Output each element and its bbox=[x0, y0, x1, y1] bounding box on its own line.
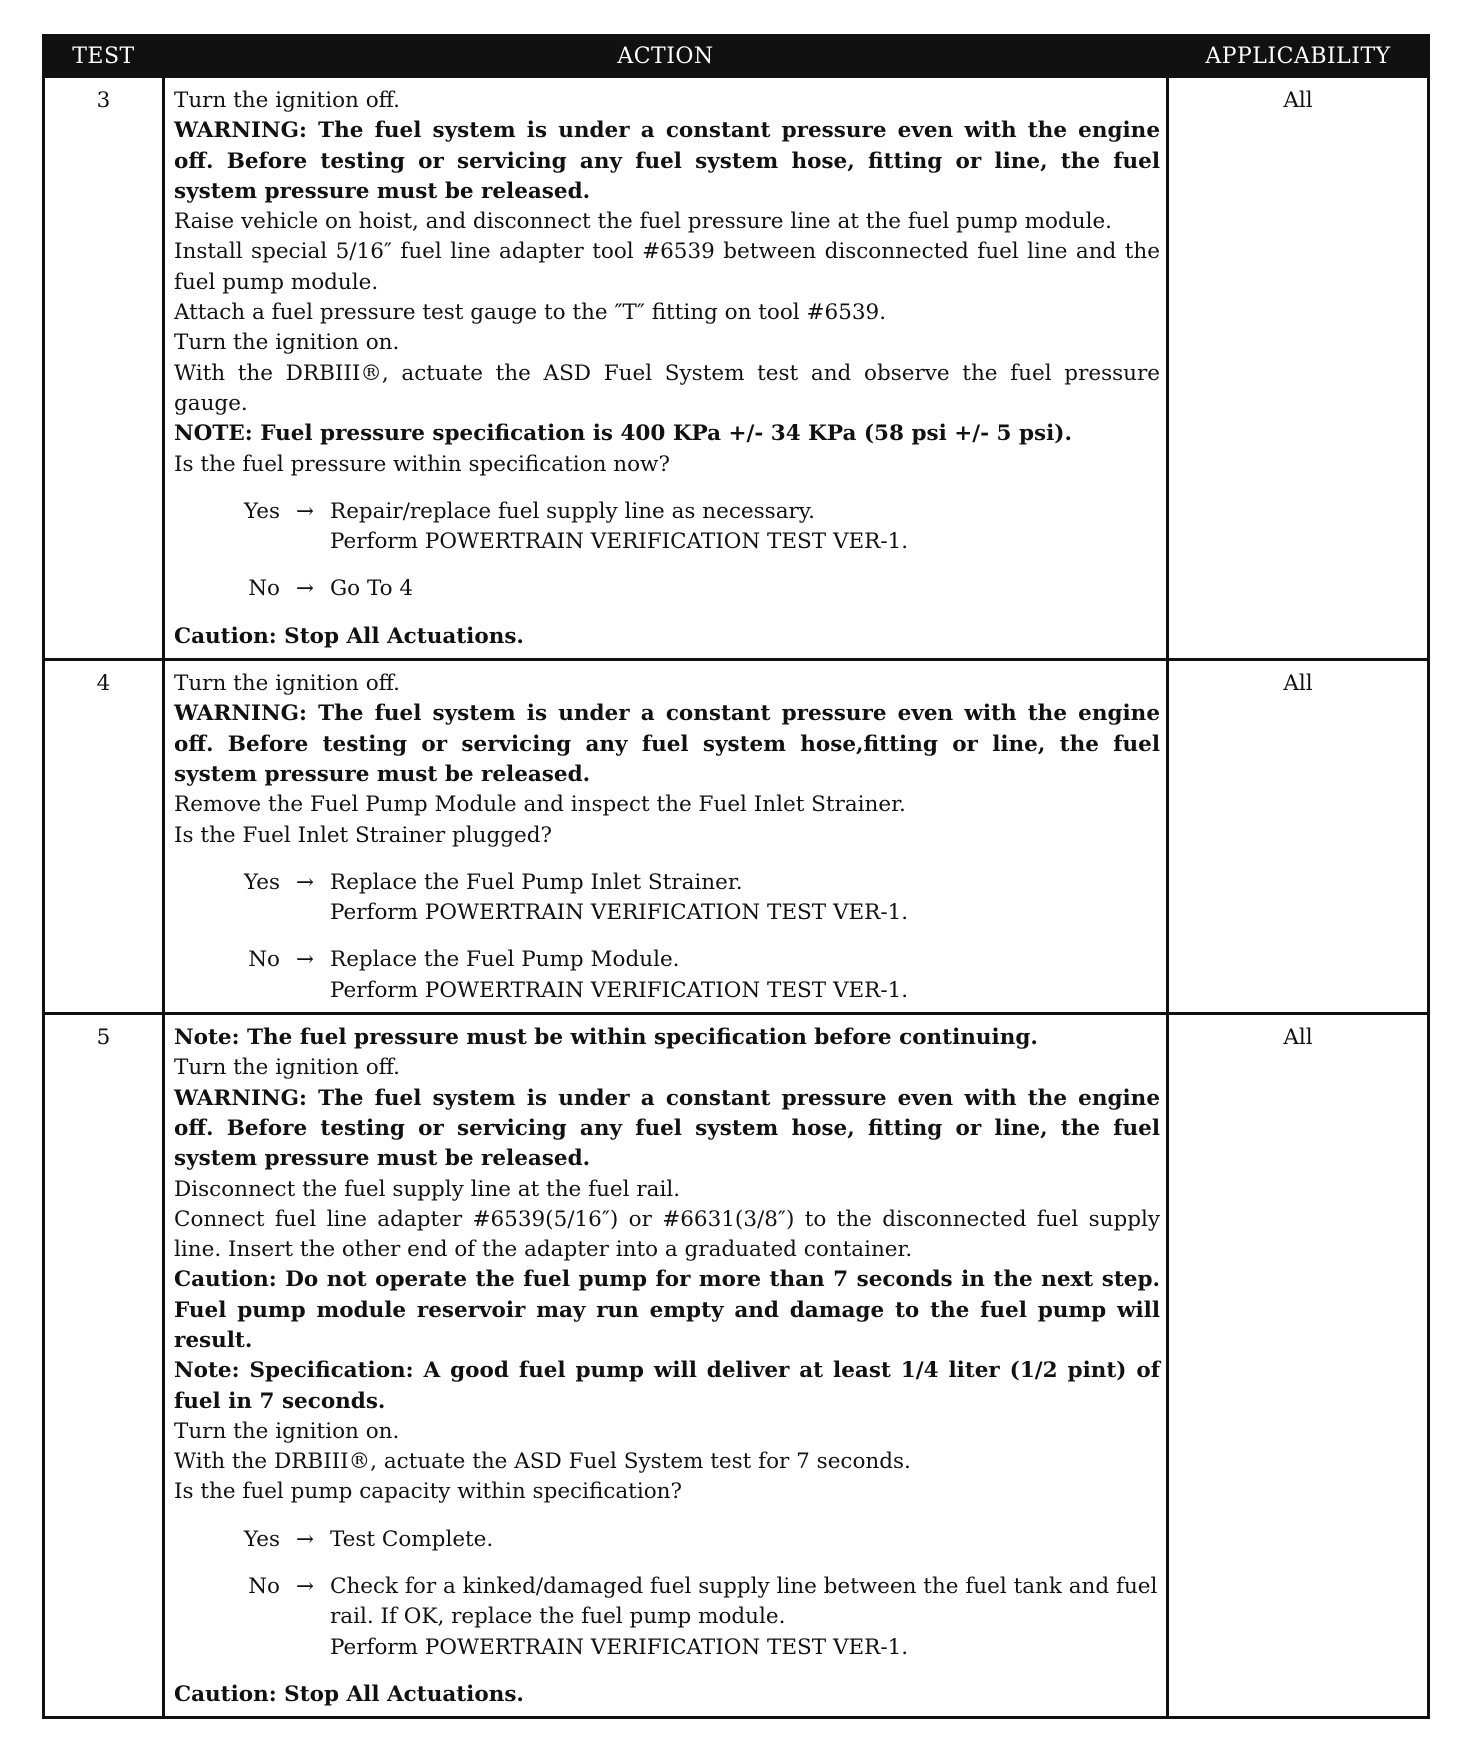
yes-label: Yes bbox=[243, 869, 280, 895]
instruction-text: Turn the ignition on. bbox=[174, 1418, 400, 1444]
bold-instruction-text: Note: Specification: A good fuel pump will deliver at least 1/4 liter (1/2 pint) of fuel in 7 seconds. bbox=[174, 1358, 1160, 1414]
right-arrow-icon: → bbox=[295, 576, 314, 602]
instruction-text: With the DRBIII®, actuate the ASD Fuel System test and observe the fuel pressure gauge. bbox=[174, 360, 1160, 416]
table-header-row bbox=[44, 36, 1429, 77]
caution-stop-actuations: Caution: Stop All Actuations. bbox=[174, 1681, 524, 1707]
instruction-text: Turn the ignition off. bbox=[174, 1055, 400, 1081]
no-branch bbox=[174, 1572, 1160, 1663]
yes-result bbox=[330, 497, 1160, 558]
instruction-text: Attach a fuel pressure test gauge to the ″T″ fitting on tool #6539. bbox=[174, 300, 887, 326]
no-branch bbox=[174, 945, 1160, 1006]
yes-result bbox=[330, 868, 1160, 929]
right-arrow-icon: → bbox=[295, 498, 314, 524]
test-row bbox=[44, 660, 1429, 1014]
result-text: Perform POWERTRAIN VERIFICATION TEST VER-1. bbox=[330, 977, 909, 1003]
action-cell bbox=[164, 1014, 1168, 1718]
right-arrow-icon: → bbox=[295, 1574, 314, 1600]
instruction-text: Turn the ignition off. bbox=[174, 88, 400, 113]
header-action: ACTION bbox=[164, 36, 1168, 77]
bold-instruction-text: WARNING: The fuel system is under a constant pressure even with the engine off. Before testing or servicing any fuel system hose, fitting or line, the fuel system pressure must be released. bbox=[174, 1085, 1160, 1172]
result-text: Replace the Fuel Pump Module. bbox=[330, 947, 680, 973]
instruction-text: Is the fuel pump capacity within specification? bbox=[174, 1479, 683, 1505]
yes-branch bbox=[174, 1525, 1160, 1555]
result-text: Perform POWERTRAIN VERIFICATION TEST VER-1. bbox=[330, 529, 909, 555]
instruction-text: With the DRBIII®, actuate the ASD Fuel System test for 7 seconds. bbox=[174, 1449, 911, 1475]
result-text: Go To 4 bbox=[330, 576, 414, 602]
action-cell bbox=[164, 77, 1168, 660]
diagnostic-table-page bbox=[42, 34, 1427, 1719]
no-result bbox=[330, 574, 1160, 604]
instruction-text: Install special 5/16″ fuel line adapter tool #6539 between disconnected fuel line and the fuel pump module. bbox=[174, 239, 1160, 295]
no-label: No bbox=[248, 576, 280, 602]
bold-instruction-text: Caution: Do not operate the fuel pump for more than 7 seconds in the next step. Fuel pump module reservoir may run empty and damage to the fuel pump will result. bbox=[174, 1267, 1160, 1353]
yes-branch bbox=[174, 868, 1160, 929]
yes-branch bbox=[174, 497, 1160, 558]
test-row bbox=[44, 1014, 1429, 1718]
test-number: 5 bbox=[44, 1014, 164, 1718]
no-result bbox=[330, 945, 1160, 1006]
instruction-text: Connect fuel line adapter #6539(5/16″) or #6631(3/8″) to the disconnected fuel supply line. Insert the other end of the adapter into a graduated container. bbox=[174, 1206, 1160, 1263]
no-label: No bbox=[248, 947, 280, 973]
test-number: 3 bbox=[44, 77, 164, 660]
no-label: No bbox=[248, 1574, 280, 1600]
bold-instruction-text: Note: The fuel pressure must be within specification before continuing. bbox=[174, 1025, 1038, 1051]
instruction-text: Is the Fuel Inlet Strainer plugged? bbox=[174, 822, 553, 848]
header-test: TEST bbox=[44, 36, 164, 77]
result-text: Perform POWERTRAIN VERIFICATION TEST VER-1. bbox=[330, 900, 909, 926]
instruction-text: Disconnect the fuel supply line at the fuel rail. bbox=[174, 1176, 681, 1202]
applicability-value: All bbox=[1168, 1014, 1429, 1718]
yes-label: Yes bbox=[243, 498, 280, 524]
yes-label: Yes bbox=[243, 1526, 280, 1552]
result-text: Repair/replace fuel supply line as necessary. bbox=[330, 498, 815, 524]
applicability-value: All bbox=[1168, 660, 1429, 1014]
instruction-text: Remove the Fuel Pump Module and inspect the Fuel Inlet Strainer. bbox=[174, 792, 906, 818]
instruction-text: Raise vehicle on hoist, and disconnect the fuel pressure line at the fuel pump module. bbox=[174, 209, 1113, 235]
test-row bbox=[44, 77, 1429, 660]
instruction-text: Is the fuel pressure within specification now? bbox=[174, 451, 670, 477]
no-result bbox=[330, 1572, 1160, 1663]
header-applicability: APPLICABILITY bbox=[1168, 36, 1429, 77]
instruction-text: Turn the ignition on. bbox=[174, 330, 400, 356]
no-branch bbox=[174, 574, 1160, 604]
result-text: Test Complete. bbox=[330, 1526, 494, 1552]
result-text: Check for a kinked/damaged fuel supply line between the fuel tank and fuel rail. If OK, replace the fuel pump module. bbox=[330, 1574, 1158, 1630]
result-text: Perform POWERTRAIN VERIFICATION TEST VER-1. bbox=[330, 1634, 909, 1660]
test-number: 4 bbox=[44, 660, 164, 1014]
yes-result bbox=[330, 1525, 1160, 1555]
right-arrow-icon: → bbox=[295, 947, 314, 973]
caution-stop-actuations: Caution: Stop All Actuations. bbox=[174, 623, 524, 649]
applicability-value: All bbox=[1168, 77, 1429, 660]
bold-instruction-text: NOTE: Fuel pressure specification is 400 KPa +/- 34 KPa (58 psi +/- 5 psi). bbox=[174, 421, 1072, 447]
bold-instruction-text: WARNING: The fuel system is under a constant pressure even with the engine off. Before testing or servicing any fuel system hose, fitting or line, the fuel system pressure must be released. bbox=[174, 118, 1160, 204]
action-cell bbox=[164, 660, 1168, 1014]
instruction-text: Turn the ignition off. bbox=[174, 671, 400, 697]
result-text: Replace the Fuel Pump Inlet Strainer. bbox=[330, 869, 743, 895]
bold-instruction-text: WARNING: The fuel system is under a constant pressure even with the engine off. Before testing or servicing any fuel system hose,fitting or line, the fuel system pressure must be released. bbox=[174, 701, 1160, 787]
right-arrow-icon: → bbox=[295, 1526, 314, 1552]
diagnostic-test-table bbox=[42, 34, 1430, 1719]
right-arrow-icon: → bbox=[295, 869, 314, 895]
